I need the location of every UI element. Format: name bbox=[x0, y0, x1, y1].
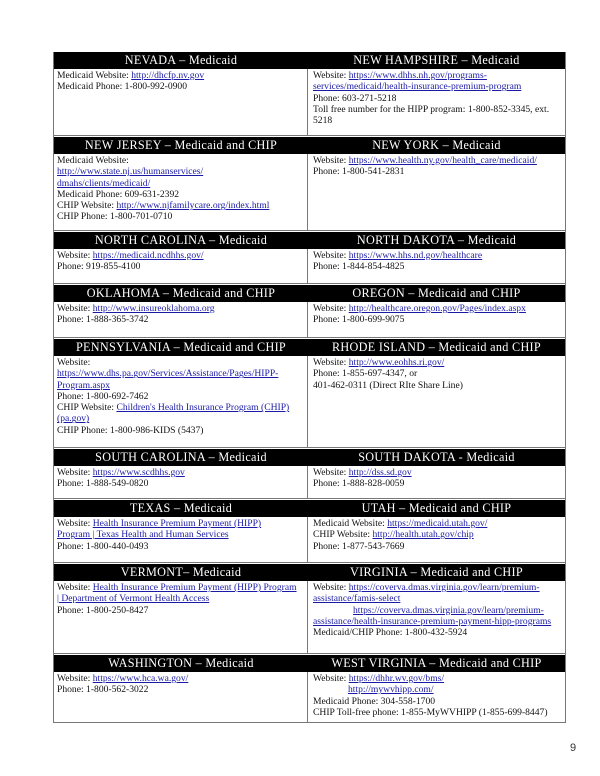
info-line bbox=[57, 673, 303, 684]
info-line bbox=[57, 368, 303, 379]
info-text: Website: bbox=[57, 467, 93, 478]
website-link[interactable]: https://coverva.dmas.virginia.gov/learn/premium- bbox=[353, 604, 544, 616]
state-info-cell bbox=[308, 154, 565, 230]
state-header-row bbox=[54, 52, 565, 69]
info-text: Website: bbox=[57, 303, 93, 314]
website-link[interactable]: https://www.dhhs.nh.gov/programs- bbox=[348, 70, 487, 81]
info-line bbox=[57, 178, 303, 189]
info-line bbox=[313, 518, 561, 529]
info-line bbox=[313, 696, 561, 707]
info-text: Phone: 1-800-250-8427 bbox=[57, 604, 149, 616]
info-text: 5218 bbox=[313, 115, 333, 127]
state-title: VERMONT– Medicaid bbox=[120, 565, 242, 579]
info-line bbox=[313, 70, 561, 81]
website-link[interactable]: | Department of Vermont Health Access bbox=[57, 593, 210, 605]
info-text: Medicaid Website: bbox=[313, 518, 388, 529]
info-text: CHIP Phone: 1-800-986-KIDS (5437) bbox=[57, 424, 204, 436]
info-text: Website: bbox=[57, 250, 93, 261]
info-text: CHIP Website: bbox=[57, 200, 117, 212]
info-text: Website: bbox=[57, 582, 93, 593]
info-line bbox=[57, 605, 303, 616]
website-link[interactable]: http://healthcare.oregon.gov/Pages/index.aspx bbox=[348, 303, 526, 314]
state-title: SOUTH CAROLINA – Medicaid bbox=[95, 450, 267, 464]
website-link[interactable]: https://www.hca.wa.gov/ bbox=[92, 673, 189, 684]
state-title: NORTH CAROLINA – Medicaid bbox=[94, 233, 268, 247]
info-text: CHIP Toll-free phone: 1-855-MyWVHIPP (1-855-699-8447) bbox=[313, 706, 548, 718]
info-line bbox=[313, 380, 561, 391]
state-info-cell bbox=[54, 517, 308, 562]
info-line bbox=[313, 261, 561, 272]
info-text: Website: bbox=[57, 518, 93, 529]
state-header-row bbox=[54, 564, 565, 581]
website-link[interactable]: http://www.state.nj.us/humanservices/ bbox=[57, 166, 204, 178]
info-line bbox=[313, 605, 561, 616]
state-title: UTAH – Medicaid and CHIP bbox=[361, 501, 512, 515]
website-link[interactable]: https://www.health.ny.gov/health_care/medicaid/ bbox=[348, 155, 537, 166]
info-line bbox=[57, 402, 303, 413]
info-line bbox=[57, 155, 303, 166]
info-line bbox=[57, 166, 303, 177]
info-line bbox=[313, 627, 561, 638]
website-link[interactable]: http://www.eohhs.ri.gov/ bbox=[348, 357, 445, 368]
website-link[interactable]: assistance/famis-select bbox=[313, 593, 401, 605]
info-text: Website: bbox=[313, 250, 349, 261]
state-title: NEVADA – Medicaid bbox=[124, 53, 238, 67]
state-title: WASHINGTON – Medicaid bbox=[108, 656, 254, 670]
info-text: Website: bbox=[313, 467, 349, 478]
website-link[interactable]: https://www.dhs.pa.gov/Services/Assistance/Pages/HIPP- bbox=[57, 368, 279, 380]
info-text: Medicaid Website: bbox=[57, 155, 129, 166]
state-info-row bbox=[54, 581, 565, 653]
info-text: Phone: 1-800-562-3022 bbox=[57, 684, 149, 696]
website-link[interactable]: (pa.gov) bbox=[57, 413, 90, 425]
state-header-row bbox=[54, 285, 565, 302]
info-line bbox=[57, 200, 303, 211]
website-link[interactable]: http://dss.sd.gov bbox=[348, 467, 412, 478]
state-info-cell bbox=[308, 69, 565, 135]
website-link[interactable]: https://www.hhs.nd.gov/healthcare bbox=[348, 250, 483, 261]
state-title: NEW YORK – Medicaid bbox=[372, 138, 501, 152]
state-header-row bbox=[54, 339, 565, 356]
info-text: Medicaid Phone: 609-631-2392 bbox=[57, 188, 180, 200]
info-line bbox=[57, 518, 303, 529]
info-line bbox=[313, 93, 561, 104]
website-link[interactable]: https://medicaid.ncdhhs.gov/ bbox=[92, 250, 204, 261]
website-link[interactable]: http://health.utah.gov/chip bbox=[372, 529, 474, 541]
info-line bbox=[57, 189, 303, 200]
info-line bbox=[57, 413, 303, 424]
info-text: Phone: 1-800-541-2831 bbox=[313, 166, 405, 178]
info-line bbox=[57, 391, 303, 402]
info-line bbox=[313, 166, 561, 177]
info-line bbox=[57, 261, 303, 272]
state-info-cell bbox=[308, 302, 565, 337]
state-title: NEW HAMPSHIRE – Medicaid bbox=[353, 53, 520, 67]
info-line bbox=[57, 70, 303, 81]
page-number: 9 bbox=[570, 742, 577, 754]
info-line bbox=[313, 478, 561, 489]
info-line bbox=[313, 250, 561, 261]
state-title: TEXAS – Medicaid bbox=[129, 501, 233, 515]
state-info-cell bbox=[54, 581, 308, 653]
state-header-row bbox=[54, 137, 565, 154]
state-info-row bbox=[54, 249, 565, 283]
info-line bbox=[313, 467, 561, 478]
info-text: Phone: 1-888-549-0820 bbox=[57, 478, 149, 490]
info-line bbox=[313, 104, 561, 115]
state-title: NEW JERSEY – Medicaid and CHIP bbox=[84, 138, 278, 152]
info-line bbox=[313, 303, 561, 314]
info-text: Website: bbox=[57, 357, 91, 368]
info-text: Medicaid Phone: 1-800-992-0900 bbox=[57, 81, 188, 93]
state-info-cell bbox=[308, 249, 565, 283]
info-text: Phone: 1-800-440-0493 bbox=[57, 540, 149, 552]
info-line bbox=[313, 684, 561, 695]
info-text: 401-462-0311 (Direct RIte Share Line) bbox=[313, 379, 463, 391]
info-line bbox=[313, 81, 561, 92]
info-line bbox=[57, 250, 303, 261]
state-contacts-table bbox=[53, 52, 566, 723]
info-line bbox=[57, 303, 303, 314]
website-link[interactable]: assistance/health-insurance-premium-payment-hipp-programs bbox=[313, 615, 552, 627]
info-line bbox=[57, 314, 303, 325]
website-link[interactable]: https://medicaid.utah.gov/ bbox=[387, 518, 488, 529]
info-line bbox=[313, 616, 561, 627]
website-link[interactable]: Health Insurance Premium Payment (HIPP) Program bbox=[92, 582, 297, 593]
info-text: Website: bbox=[313, 673, 349, 684]
state-info-row bbox=[54, 517, 565, 562]
info-line bbox=[313, 541, 561, 552]
state-info-cell bbox=[54, 302, 308, 337]
website-link[interactable]: http://mywvhipp.com/ bbox=[348, 684, 434, 696]
state-info-cell bbox=[54, 154, 308, 230]
state-title: VIRGINIA – Medicaid and CHIP bbox=[350, 565, 523, 579]
info-text: Phone: 1-888-828-0059 bbox=[313, 478, 405, 490]
state-info-cell bbox=[54, 672, 308, 722]
state-title: SOUTH DAKOTA - Medicaid bbox=[358, 450, 515, 464]
info-text: CHIP Phone: 1-800-701-0710 bbox=[57, 211, 173, 223]
info-line bbox=[313, 368, 561, 379]
state-info-row bbox=[54, 466, 565, 498]
website-link[interactable]: http://www.njfamilycare.org/index.html bbox=[116, 200, 270, 212]
info-line bbox=[313, 529, 561, 540]
website-link[interactable]: Health Insurance Premium Payment (HIPP) bbox=[92, 518, 262, 529]
info-line bbox=[313, 357, 561, 368]
info-line bbox=[57, 478, 303, 489]
info-text: Website: bbox=[313, 155, 349, 166]
state-info-cell bbox=[54, 466, 308, 498]
info-line bbox=[57, 529, 303, 540]
info-text: Medicaid/CHIP Phone: 1-800-432-5924 bbox=[313, 627, 468, 639]
website-link[interactable]: services/medicaid/health-insurance-premium-program bbox=[313, 81, 522, 93]
state-info-cell bbox=[308, 581, 565, 653]
website-link[interactable]: dmahs/clients/medicaid/ bbox=[57, 177, 151, 189]
info-line bbox=[313, 582, 561, 593]
state-info-row bbox=[54, 672, 565, 722]
state-info-cell bbox=[308, 466, 565, 498]
info-text: Phone: 603-271-5218 bbox=[313, 92, 397, 104]
info-line bbox=[57, 582, 303, 593]
info-text: Website: bbox=[313, 357, 349, 368]
state-info-row bbox=[54, 69, 565, 135]
info-line bbox=[57, 81, 303, 92]
info-text: CHIP Website: bbox=[313, 529, 373, 541]
info-line bbox=[313, 115, 561, 126]
info-line bbox=[57, 380, 303, 391]
state-title: PENNSYLVANIA – Medicaid and CHIP bbox=[75, 340, 287, 354]
info-text: Phone: 1-888-365-3742 bbox=[57, 314, 149, 326]
info-text: Website: bbox=[313, 582, 349, 593]
info-text: Phone: 1-855-697-4347, or bbox=[313, 368, 418, 380]
info-text: Website: bbox=[313, 303, 349, 314]
info-text: Medicaid Phone: 304-558-1700 bbox=[313, 695, 436, 707]
info-text: Website: bbox=[313, 70, 349, 81]
info-text: Toll free number for the HIPP program: 1-800-852-3345, ext. bbox=[313, 103, 550, 115]
info-line bbox=[313, 707, 561, 718]
state-info-cell bbox=[308, 672, 565, 722]
state-info-cell bbox=[308, 517, 565, 562]
website-link[interactable]: http://dhcfp.nv.gov bbox=[131, 70, 205, 81]
state-title: OKLAHOMA – Medicaid and CHIP bbox=[86, 286, 276, 300]
website-link[interactable]: Program | Texas Health and Human Services bbox=[57, 529, 229, 541]
info-text: Phone: 1-844-854-4825 bbox=[313, 261, 405, 273]
info-line bbox=[57, 211, 303, 222]
info-text: Phone: 1-800-699-9075 bbox=[313, 314, 405, 326]
website-link[interactable]: https://www.scdhhs.gov bbox=[92, 467, 185, 478]
state-info-row bbox=[54, 356, 565, 447]
state-title: NORTH DAKOTA – Medicaid bbox=[356, 233, 517, 247]
state-title: WEST VIRGINIA – Medicaid and CHIP bbox=[331, 656, 542, 670]
info-line bbox=[57, 593, 303, 604]
info-text: Medicaid Website: bbox=[57, 70, 132, 81]
info-line bbox=[313, 593, 561, 604]
info-line bbox=[57, 357, 303, 368]
state-header-row bbox=[54, 500, 565, 517]
info-line bbox=[57, 541, 303, 552]
website-link[interactable]: https://dhhr.wv.gov/bms/ bbox=[348, 673, 445, 684]
state-header-row bbox=[54, 655, 565, 672]
info-line bbox=[57, 684, 303, 695]
info-text: Website: bbox=[57, 673, 93, 684]
info-text: Phone: 919-855-4100 bbox=[57, 261, 141, 273]
state-info-row bbox=[54, 302, 565, 337]
info-line bbox=[313, 673, 561, 684]
state-info-cell bbox=[54, 249, 308, 283]
state-info-row bbox=[54, 154, 565, 230]
website-link[interactable]: http://www.insureoklahoma.org bbox=[92, 303, 215, 314]
state-title: OREGON – Medicaid and CHIP bbox=[352, 286, 521, 300]
info-line bbox=[313, 314, 561, 325]
info-text: Phone: 1-877-543-7669 bbox=[313, 540, 405, 552]
info-text: Phone: 1-800-692-7462 bbox=[57, 390, 149, 402]
state-header-row bbox=[54, 232, 565, 249]
state-info-cell bbox=[308, 356, 565, 447]
website-link[interactable]: Children's Health Insurance Program (CHIP) bbox=[116, 402, 290, 414]
info-line bbox=[57, 467, 303, 478]
state-info-cell bbox=[54, 69, 308, 135]
state-header-row bbox=[54, 449, 565, 466]
state-info-cell bbox=[54, 356, 308, 447]
website-link[interactable]: https://coverva.dmas.virginia.gov/learn/premium- bbox=[348, 582, 540, 593]
info-text: CHIP Website: bbox=[57, 402, 117, 414]
website-link[interactable]: Program.aspx bbox=[57, 379, 111, 391]
info-line bbox=[313, 155, 561, 166]
info-line bbox=[57, 425, 303, 436]
state-title: RHODE ISLAND – Medicaid and CHIP bbox=[332, 340, 541, 354]
